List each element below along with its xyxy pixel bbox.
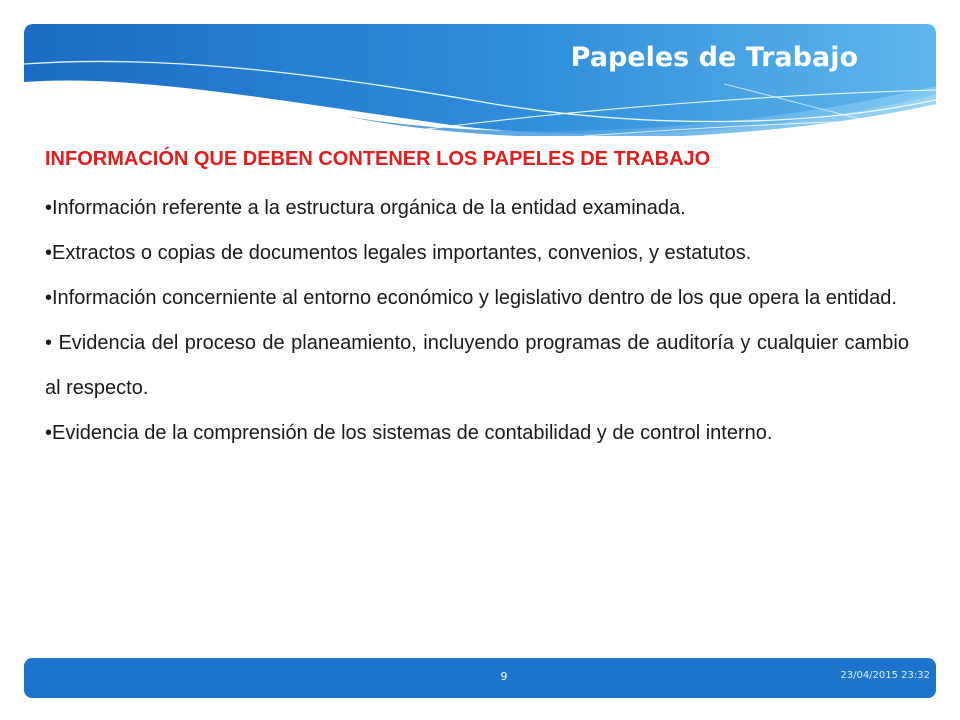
bullet-item-sistemas-control: •Evidencia de la comprensión de los sistemas de contabilidad y de control interno. [45, 422, 773, 444]
page-number: 9 [500, 670, 508, 683]
bullet-item-documentos-legales: •Extractos o copias de documentos legales importantes, convenios, y estatutos. [45, 242, 752, 264]
slide-body [45, 144, 909, 456]
bullet-item-estructura: •Información referente a la estructura orgánica de la entidad examinada. [45, 197, 686, 219]
header-wave-graphic [24, 24, 936, 136]
bullet-list [45, 186, 909, 456]
header-band [24, 24, 936, 136]
footer-band [24, 658, 936, 698]
section-heading: INFORMACIÓN QUE DEBEN CONTENER LOS PAPELES DE TRABAJO [45, 148, 711, 170]
slide-title: Papeles de Trabajo [570, 42, 858, 73]
footer-date: 23/04/2015 23:32 [840, 670, 930, 681]
bullet-item-entorno: •Información concerniente al entorno económico y legislativo dentro de los que opera la entidad. [45, 287, 897, 309]
bullet-item-planeamiento: • Evidencia del proceso de planeamiento, incluyendo programas de auditoría y cualquier cambio al respecto. [45, 332, 909, 399]
